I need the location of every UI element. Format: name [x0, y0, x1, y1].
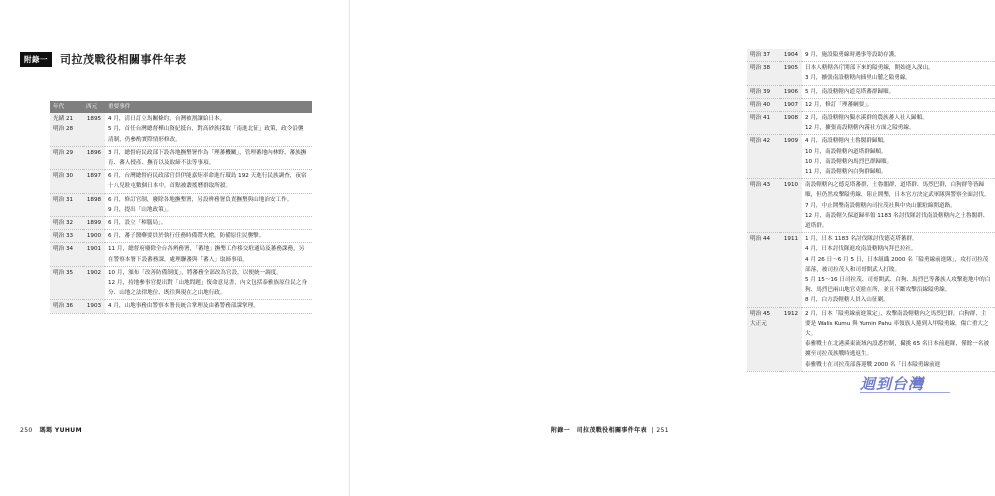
event-text: 7 月，中止開墾南設轄轄內司拉茂社與中央山脈駐綿開道路。 — [805, 202, 956, 209]
event-text: 12 月，持地參事官提出對「山地問題」復命意見書，內文包括泰雅族原住民之身分、山地之法律地位、既往與現在之山地行政。 — [108, 280, 308, 297]
table-row — [747, 49, 995, 62]
timeline-table-right — [747, 49, 995, 372]
page-number-left: 250 — [20, 427, 33, 434]
era-label: 明治 31 — [53, 196, 74, 203]
era-cell — [747, 233, 780, 307]
year-cell: 1899 — [83, 217, 105, 230]
era-cell — [747, 98, 780, 111]
event-text: 10 月，頒布「改善防備制度」，將蕃務全部改為官設，以便統一調度。 — [108, 269, 282, 276]
event-text: 6 月，修訂官制，廢除各地撫墾署，另設辨務署負責撫墾與山地治安工作。 — [108, 196, 293, 203]
event-text: 泰雅戰士在北港溪東流域內設悉控制，攝挑 65 名日本前進隊，僅餘一名被擄至司拉茂族戰時逃返生。 — [805, 341, 990, 358]
header-year: 西元 — [83, 101, 105, 113]
era-cell — [50, 113, 83, 146]
era-label: 明治 30 — [53, 173, 74, 180]
event-text: 11 月，南設轄轄內白狗群歸順。 — [805, 169, 887, 176]
era-label: 明治 39 — [750, 88, 771, 95]
event-text: 6 月，台灣總督府民政部官員伊能嘉矩率命進行環島 192 天進行民族調查，夜宿十八兒駐屯數個日本中，首點被叢搖曆群取所殺。 — [108, 173, 307, 190]
event-text: 5 月，首任台灣總督樺山資紀抵台，對高砂族採取「南進北征」政策，政令沿襲清制，仍參酌實際情形修改。 — [108, 126, 304, 143]
event-text: 10 月，南設轄轄內馬烈巴群歸順。 — [805, 158, 893, 165]
events-cell — [105, 170, 312, 193]
era-label: 明治 34 — [53, 246, 74, 253]
event-text: 4 月，日本討伐隊進攻南設轄轄內拜巴拉社。 — [805, 246, 917, 253]
events-cell — [105, 230, 312, 243]
era-label: 明治 43 — [750, 182, 771, 189]
year-cell: 1908 — [780, 112, 802, 135]
era-label: 明治 33 — [53, 233, 74, 240]
era-label: 明治 42 — [750, 138, 771, 145]
year-cell: 1909 — [780, 135, 802, 179]
era-cell — [50, 170, 83, 193]
year-cell: 1912 — [780, 307, 802, 371]
year-cell: 1901 — [83, 243, 105, 266]
era-cell — [747, 62, 780, 85]
event-text: 南設轄轄內之德克塔蕃群、土魯閣群、道塔群、馬烈巴群，白狗群等皆歸順，但仍然攻擊隘勇線，阻止開墾，日本官方決定武軍隊與警察全面討伐。 — [805, 182, 990, 199]
year-cell: 1897 — [83, 170, 105, 193]
year-cell: 1906 — [780, 85, 802, 98]
events-cell — [802, 112, 995, 135]
table-row — [747, 179, 995, 233]
table-row — [50, 217, 312, 230]
era-label: 明治 32 — [53, 220, 74, 227]
event-text: 3 月，總督府民政部下設各地撫墾署作為「理蕃機關」，管理蕃地內林野、蕃族撫育、蕃人授產、撫育以及取締不法等事項。 — [108, 149, 307, 167]
era-cell — [747, 135, 780, 179]
era-cell — [747, 179, 780, 233]
appendix-heading — [20, 51, 187, 67]
era-cell — [747, 112, 780, 135]
year-cell: 1903 — [83, 300, 105, 313]
event-text: 4 月，山地事務由警察本署長統合掌理及由蕃警務部課掌理。 — [108, 303, 259, 310]
table-row — [747, 233, 995, 307]
era-label: 光緒 21 — [53, 116, 74, 123]
event-text: 10 月，南設轄轄內道塔群歸順。 — [805, 148, 887, 155]
events-cell — [802, 179, 995, 233]
era-cell — [50, 217, 83, 230]
event-text: 1 月，日本 1183 名討伐隊討伐德克塔蕃群。 — [805, 236, 918, 243]
timeline-body-left — [50, 113, 312, 313]
table-row — [50, 243, 312, 266]
era-label: 明治 36 — [53, 303, 74, 310]
event-text: 2 月，日本「隘勇線前進策定」，攻擊南設轄轄內之馬烈巴群，白狗群，主要是 Walis Kumu 與 Yumin Pahu 率領族人捲到入甲隘勇線，傷亡重大之大。 — [805, 310, 989, 338]
table-row — [747, 85, 995, 98]
events-cell — [105, 300, 312, 313]
event-text: 12 月，南設轄久保道歸率領 1183 名討伐隊討伐南設轄轄內之土魯閣群、道塔群。 — [805, 212, 989, 230]
event-text: 2 月，南設轄轄內獨水溪群的農族蕃人社人歸順。 — [805, 115, 928, 122]
events-cell — [802, 307, 995, 371]
events-cell — [802, 135, 995, 179]
year-cell: 1911 — [780, 233, 802, 307]
era-cell — [50, 243, 83, 266]
event-text: 12 月，擴張南設轄轄內霧社方面之隘勇線。 — [805, 125, 915, 132]
events-cell — [802, 233, 995, 307]
year-cell: 1898 — [83, 193, 105, 216]
event-text: 5 月 15～16 日司拉茂、司哥開武、白狗、馬烈巴等蕃族人攻擊進地中的白狗、馬烈巴兩山地官吏駐在所，並且不斷攻擊沿線隘勇線。 — [805, 277, 991, 294]
era-label: 明治 38 — [750, 65, 771, 72]
event-text: 4 月，清日訂立馬關條約，台灣被割讓給日本。 — [108, 116, 226, 123]
table-row — [747, 112, 995, 135]
event-text: 9 月，施設隘勇線時遇事等設助存護。 — [805, 52, 900, 58]
events-cell — [105, 217, 312, 230]
table-row — [50, 193, 312, 216]
event-text: 8 月，白方設轄轄人員入山征剿。 — [805, 297, 889, 304]
events-cell — [105, 266, 312, 300]
era-cell — [50, 230, 83, 243]
events-cell — [105, 146, 312, 169]
event-text: 日本人轄轄各庁開部下來的隘勇線，開始進入深山。 — [805, 65, 934, 72]
running-title-right: 附錄一 司拉茂戰役相關事件年表 — [550, 427, 647, 434]
events-cell — [802, 62, 995, 85]
footer-left — [20, 425, 82, 434]
era-cell — [747, 49, 780, 62]
era-cell — [50, 300, 83, 313]
events-cell — [105, 193, 312, 216]
era-label: 大正元 — [750, 320, 767, 327]
year-cell: 1907 — [780, 98, 802, 111]
era-label: 明治 37 — [750, 52, 771, 58]
footer-right: 附錄一 司拉茂戰役相關事件年表 | 251 — [550, 427, 669, 434]
table-row — [747, 98, 995, 111]
year-cell: 1910 — [780, 179, 802, 233]
year-cell: 1896 — [83, 146, 105, 169]
timeline-table-left — [50, 101, 312, 314]
event-text: 6 月，設立「樟腦局」。 — [108, 220, 167, 227]
table-row — [747, 135, 995, 179]
header-events: 重要事件 — [105, 101, 312, 113]
table-row — [50, 146, 312, 169]
era-label: 明治 45 — [750, 310, 771, 317]
year-cell: 1900 — [83, 230, 105, 243]
left-page — [0, 0, 349, 496]
era-cell — [747, 307, 780, 371]
table-row — [50, 230, 312, 243]
era-cell — [50, 193, 83, 216]
event-text: 11 月，總督府廢除全台各辨務署，「蕃地」撫墾工作移交駐通局及蕃務課務，另在警察本署下設蕃務課，處理聯蕃與「蕃人」取締事項。 — [108, 246, 305, 263]
right-page — [350, 0, 991, 496]
events-cell — [802, 49, 995, 62]
events-cell — [105, 243, 312, 266]
header-era: 年代 — [50, 101, 83, 113]
event-text: 4 月 26 日～6 月 5 日，日本組織 2000 名「隘勇線前進隊」，攻打司拉茂部落，被司拉茂人和司哥開武人打敗。 — [805, 256, 989, 273]
table-row — [747, 307, 995, 371]
era-label: 明治 35 — [53, 269, 74, 276]
event-text: 12 月，修訂「理蕃綱要」。 — [805, 101, 873, 108]
appendix-title: 司拉茂戰役相關事件年表 — [60, 53, 187, 66]
event-text: 5 月，南設轄轄內道克塔蕃群歸順。 — [805, 88, 895, 95]
era-cell — [50, 146, 83, 169]
era-label: 明治 28 — [53, 126, 74, 133]
table-row — [747, 62, 995, 85]
event-text: 9 月，提出「山地政策」。 — [108, 206, 173, 213]
events-cell — [802, 85, 995, 98]
table-row — [50, 113, 312, 146]
era-cell — [747, 85, 780, 98]
table-row — [50, 300, 312, 313]
era-label: 明治 40 — [750, 101, 771, 108]
running-title-left: 瑪瑪 YUHUM — [39, 427, 82, 434]
timeline-body-right — [747, 49, 995, 371]
event-text: 4 月，南設轄轄內土魯閣群歸順。 — [805, 138, 889, 145]
year-cell: 1902 — [83, 266, 105, 300]
era-label: 明治 41 — [750, 115, 771, 122]
era-label: 明治 29 — [53, 149, 74, 156]
events-cell — [802, 98, 995, 111]
era-cell — [50, 266, 83, 300]
year-cell: 1895 — [83, 113, 105, 146]
year-cell: 1904 — [780, 49, 802, 62]
table-row — [50, 170, 312, 193]
table-row — [50, 266, 312, 300]
page-number-right: 251 — [656, 427, 669, 434]
appendix-badge: 附錄一 — [20, 52, 52, 67]
event-text: 泰雅戰士在司拉茂部落迎戰 2000 名「日本隘勇線前進 — [805, 361, 941, 368]
event-text: 6 月，蕃子醫藥要員於執行任務時備帶火槍，防備原住民襲擊。 — [108, 233, 265, 240]
watermark-stamp: 迴到台灣 — [860, 373, 950, 393]
year-cell: 1905 — [780, 62, 802, 85]
era-label: 明治 44 — [750, 236, 771, 243]
table-header-row — [50, 101, 312, 113]
events-cell — [105, 113, 312, 146]
event-text: 3 月，擴張南設轄轄內插里山麓之隘勇線。 — [805, 75, 912, 82]
